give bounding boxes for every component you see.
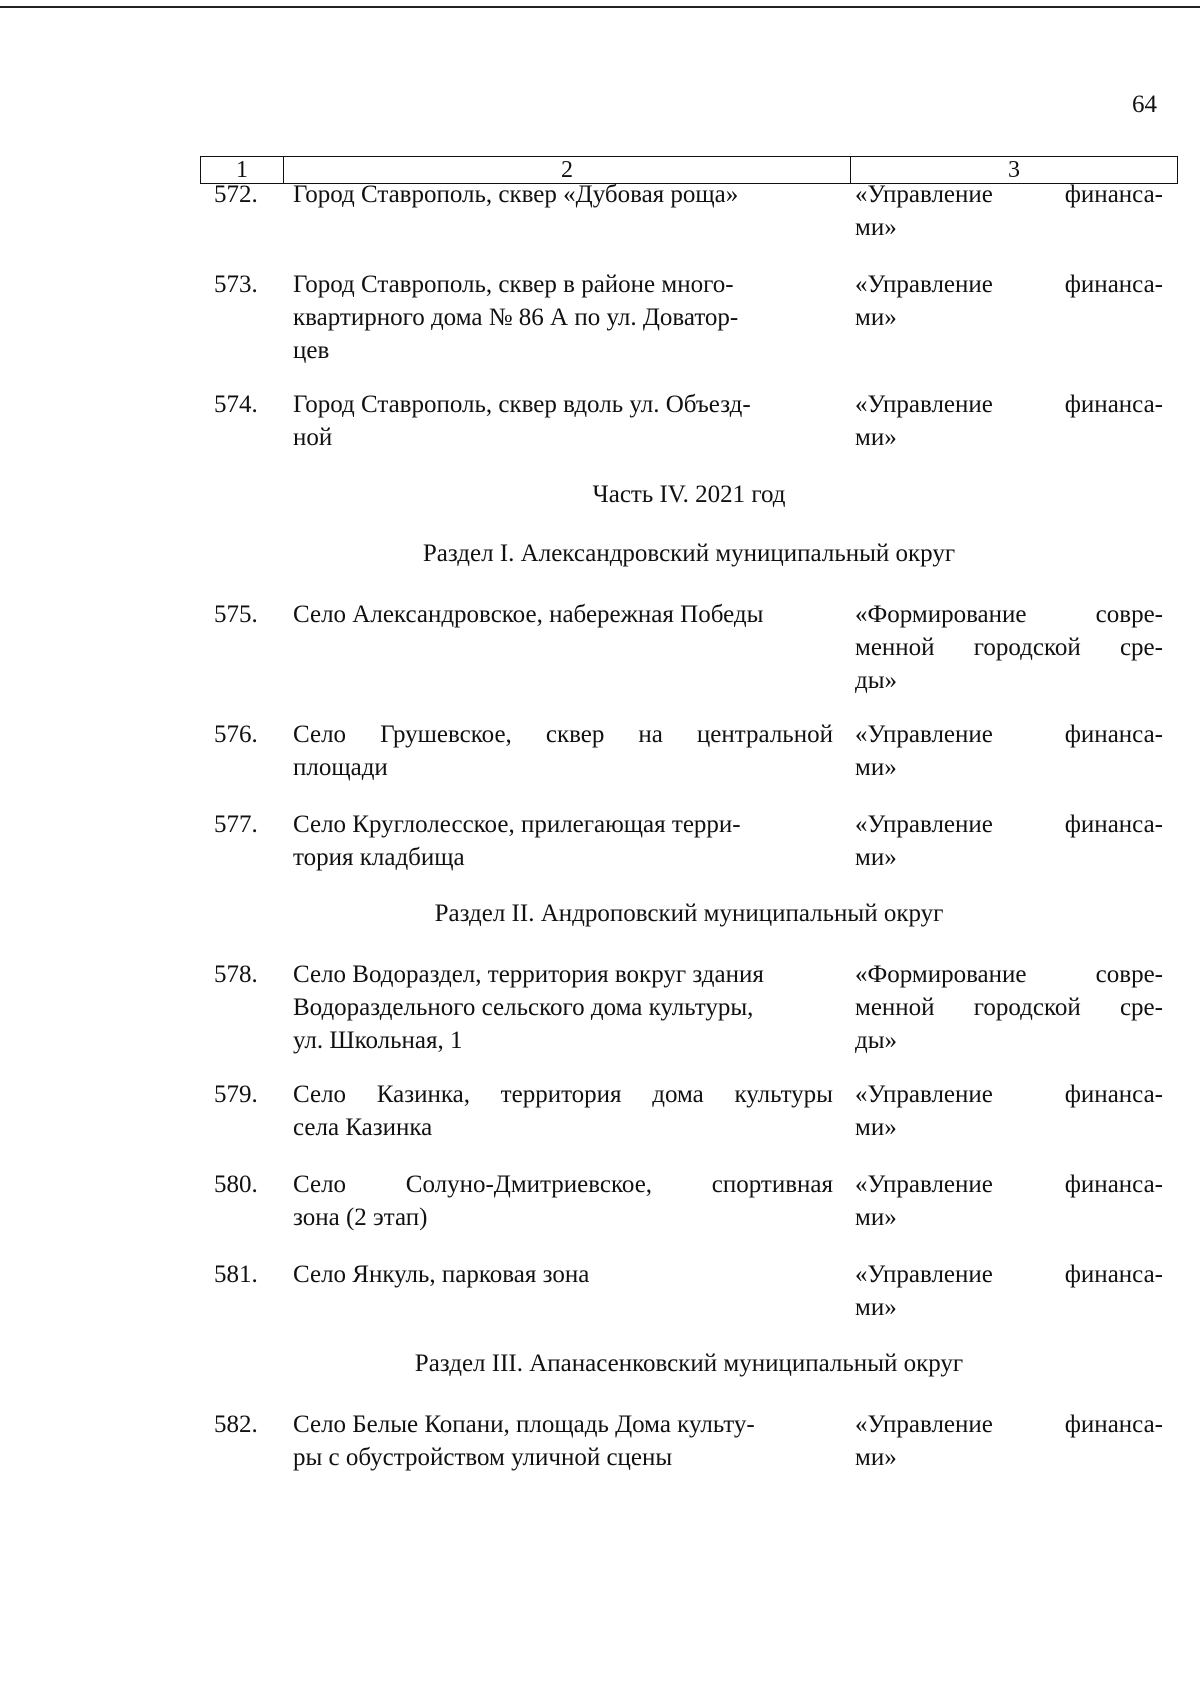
program-line xyxy=(855,1408,1163,1441)
program-word: «Формирование xyxy=(855,961,1027,988)
program-line xyxy=(855,268,1163,301)
row-description xyxy=(293,1258,833,1291)
program-line xyxy=(855,1258,1163,1291)
program-word: менной xyxy=(855,634,935,661)
description-word: Село xyxy=(293,721,347,748)
program-word: финанса- xyxy=(1064,181,1163,208)
description-word: Грушевское, xyxy=(380,721,512,748)
description-word: Село xyxy=(293,1081,347,1108)
program-line xyxy=(855,958,1163,991)
program-line: ми» xyxy=(855,1294,897,1321)
row-number: 576. xyxy=(214,721,258,748)
program-line: ми» xyxy=(855,214,897,241)
program-line: ми» xyxy=(855,424,897,451)
program-word: финанса- xyxy=(1064,1411,1163,1438)
row-number: 572. xyxy=(214,181,258,208)
program-word: финанса- xyxy=(1064,1171,1163,1198)
page-number: 64 xyxy=(1132,91,1157,118)
description-line: Город Ставрополь, сквер «Дубовая роща» xyxy=(293,181,739,208)
program-line xyxy=(855,1078,1163,1111)
row-program xyxy=(855,1078,1163,1144)
description-line: села Казинка xyxy=(293,1114,433,1141)
program-word: финанса- xyxy=(1064,811,1163,838)
program-word: «Управление xyxy=(855,1081,993,1108)
description-line: Село Круглолесское, прилегающая терри- xyxy=(293,811,741,838)
column-header-2: 2 xyxy=(284,157,851,183)
description-line: квартирного дома № 86 А по ул. Доватор- xyxy=(293,304,739,331)
section-heading: Раздел I. Александровский муниципальный округ xyxy=(422,540,956,567)
description-word: Казинка, xyxy=(376,1081,470,1108)
description-line: Село Водораздел, территория вокруг здания xyxy=(293,961,764,988)
program-word: «Управление xyxy=(855,1261,993,1288)
description-word: спортивная xyxy=(711,1171,833,1198)
program-word: финанса- xyxy=(1064,271,1163,298)
program-line xyxy=(855,598,1163,631)
row-program xyxy=(855,1408,1163,1474)
row-number: 573. xyxy=(214,271,258,298)
program-word: совре- xyxy=(1095,601,1163,628)
row-program xyxy=(855,598,1163,697)
program-word: «Управление xyxy=(855,1171,993,1198)
program-line xyxy=(855,808,1163,841)
row-description xyxy=(293,1168,833,1234)
row-description xyxy=(293,178,833,211)
program-line: ми» xyxy=(855,304,897,331)
program-line xyxy=(855,1168,1163,1201)
description-line xyxy=(293,718,833,751)
description-word: Село xyxy=(293,1171,347,1198)
row-program xyxy=(855,388,1163,454)
program-word: «Управление xyxy=(855,271,993,298)
description-word: территория xyxy=(500,1081,622,1108)
description-line: цев xyxy=(293,337,330,364)
description-line: ной xyxy=(293,424,333,451)
description-line: Село Белые Копани, площадь Дома культу- xyxy=(293,1411,755,1438)
column-header-3: 3 xyxy=(1008,157,1020,183)
row-description xyxy=(293,808,833,874)
row-description xyxy=(293,268,833,367)
program-word: городской xyxy=(973,634,1081,661)
program-line: ми» xyxy=(855,1114,897,1141)
program-line xyxy=(855,388,1163,421)
program-line: ми» xyxy=(855,844,897,871)
description-line: Село Янкуль, парковая зона xyxy=(293,1261,590,1288)
program-line: ды» xyxy=(855,667,898,694)
row-description xyxy=(293,388,833,454)
description-line: Село Александровское, набережная Победы xyxy=(293,601,764,628)
section-heading: Раздел III. Апанасенковский муниципальный округ xyxy=(414,1350,964,1377)
description-line: Город Ставрополь, сквер в районе много- xyxy=(293,271,734,298)
description-word: на xyxy=(638,721,663,748)
program-line xyxy=(855,631,1163,664)
program-word: «Управление xyxy=(855,721,993,748)
description-line: площади xyxy=(293,754,388,781)
row-number: 581. xyxy=(214,1261,258,1288)
program-word: финанса- xyxy=(1064,391,1163,418)
row-number: 577. xyxy=(214,811,258,838)
row-number: 580. xyxy=(214,1171,258,1198)
program-line xyxy=(855,991,1163,1024)
program-line xyxy=(855,718,1163,751)
description-word: сквер xyxy=(545,721,605,748)
row-description xyxy=(293,598,833,631)
part-heading: Часть IV. 2021 год xyxy=(592,481,786,508)
program-line: ды» xyxy=(855,1027,898,1054)
program-word: совре- xyxy=(1095,961,1163,988)
program-word: финанса- xyxy=(1064,721,1163,748)
program-word: «Формирование xyxy=(855,601,1027,628)
description-line: ул. Школьная, 1 xyxy=(293,1027,463,1054)
row-program xyxy=(855,718,1163,784)
program-word: «Управление xyxy=(855,811,993,838)
program-word: сре- xyxy=(1119,994,1163,1021)
program-word: городской xyxy=(973,994,1081,1021)
row-description xyxy=(293,1408,833,1474)
description-word: культуры xyxy=(734,1081,833,1108)
description-word: центральной xyxy=(696,721,833,748)
row-description xyxy=(293,1078,833,1144)
program-line: ми» xyxy=(855,1204,897,1231)
description-line: зона (2 этап) xyxy=(293,1204,428,1231)
program-word: «Управление xyxy=(855,1411,993,1438)
program-word: сре- xyxy=(1119,634,1163,661)
column-header-1: 1 xyxy=(201,157,284,183)
description-line: ры с обустройством уличной сцены xyxy=(293,1444,673,1471)
program-line xyxy=(855,178,1163,211)
row-program xyxy=(855,958,1163,1057)
row-program xyxy=(855,1258,1163,1324)
description-line xyxy=(293,1168,833,1201)
row-program xyxy=(855,808,1163,874)
program-word: финанса- xyxy=(1064,1081,1163,1108)
program-word: «Управление xyxy=(855,181,993,208)
description-line: тория кладбища xyxy=(293,844,465,871)
row-program xyxy=(855,268,1163,334)
description-line: Город Ставрополь, сквер вдоль ул. Объезд- xyxy=(293,391,751,418)
row-program xyxy=(855,1168,1163,1234)
program-line: ми» xyxy=(855,754,897,781)
program-line: ми» xyxy=(855,1444,897,1471)
row-number: 575. xyxy=(214,601,258,628)
row-description xyxy=(293,958,833,1057)
section-heading: Раздел II. Андроповский муниципальный округ xyxy=(434,900,944,927)
row-number: 574. xyxy=(214,391,258,418)
description-word: дома xyxy=(652,1081,704,1108)
row-number: 578. xyxy=(214,961,258,988)
description-word: Солуно-Дмитриевское, xyxy=(405,1171,653,1198)
description-line xyxy=(293,1078,833,1111)
row-program xyxy=(855,178,1163,244)
row-number: 579. xyxy=(214,1081,258,1108)
program-word: финанса- xyxy=(1064,1261,1163,1288)
program-word: «Управление xyxy=(855,391,993,418)
row-number: 582. xyxy=(214,1411,258,1438)
program-word: менной xyxy=(855,994,935,1021)
description-line: Водораздельного сельского дома культуры, xyxy=(293,994,754,1021)
top-rule xyxy=(0,6,1200,8)
row-description xyxy=(293,718,833,784)
